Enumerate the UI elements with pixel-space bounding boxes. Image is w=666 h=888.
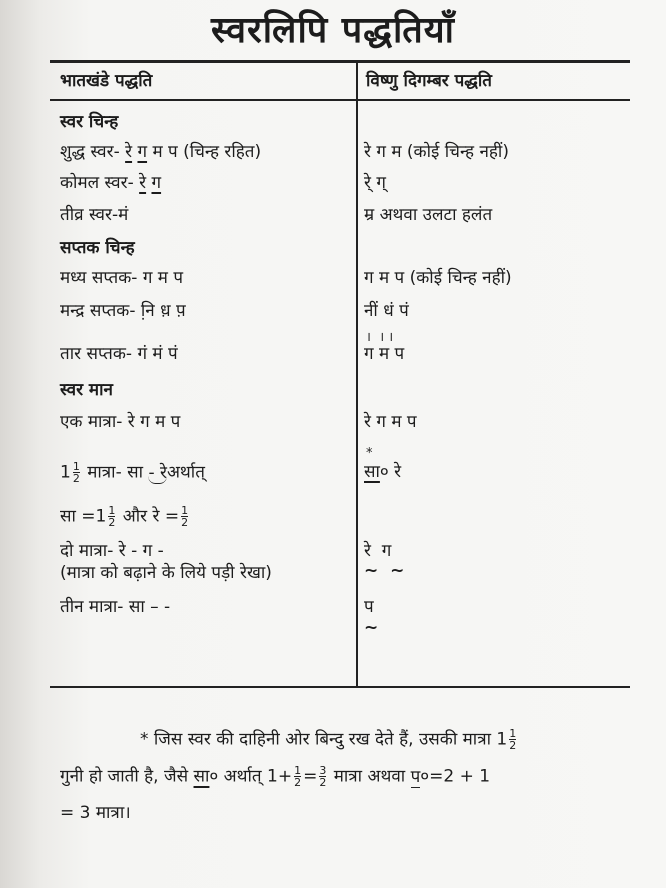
note: ग: [137, 142, 148, 162]
denominator: 2: [319, 776, 327, 789]
fraction: [108, 505, 115, 528]
star-mark: *: [366, 446, 373, 461]
text: ० अर्थात् 1+: [209, 766, 293, 787]
row-do-right: रे ग: [364, 541, 392, 561]
header-bhatkhande: भातखंडे पद्धति: [60, 71, 153, 91]
text: सा =1: [60, 506, 107, 527]
fraction: [294, 765, 301, 788]
row-dedh-left: [60, 461, 205, 484]
note: सा: [364, 462, 380, 482]
footnote-line-1: [140, 728, 518, 751]
table-bottom-rule: [50, 686, 630, 688]
row-teen-right: प: [364, 597, 374, 617]
row-mandra-right: नीं धं पं: [364, 301, 409, 321]
numerator: 1: [294, 764, 302, 777]
row-teen-left: तीन मात्रा- सा – -: [60, 597, 171, 617]
numerator: 3: [319, 764, 327, 777]
header-vishnu-digambar: विष्णु दिगम्बर पद्धति: [366, 71, 492, 91]
numerator: 1: [72, 460, 80, 473]
fraction: [73, 461, 80, 484]
text: गुनी हो जाती है, जैसे: [60, 766, 189, 787]
taar-tick-marks: । । ।: [366, 330, 394, 345]
row-komal-right: रे् ग्: [364, 173, 386, 193]
denominator: 2: [72, 472, 80, 485]
slur-notes: - रे: [148, 462, 167, 483]
note: सा: [193, 766, 210, 787]
text: ० रे: [379, 462, 402, 482]
denominator: 2: [108, 516, 116, 529]
row-do-left: दो मात्रा- रे - ग -: [60, 541, 164, 561]
row-ek-left: एक मात्रा- रे ग म प: [60, 412, 181, 432]
number: 1: [60, 462, 71, 483]
section-swar-chinh: स्वर चिन्ह: [60, 112, 119, 132]
row-sa-eq-left: [60, 505, 190, 528]
row-komal-left: [60, 172, 161, 194]
numerator: 1: [108, 504, 116, 517]
denominator: 2: [509, 739, 517, 752]
fraction: [319, 765, 326, 788]
numerator: 1: [181, 504, 189, 517]
row-tivra-left: तीव्र स्वर-मं: [60, 205, 129, 225]
row-dedh-right: [364, 461, 401, 483]
note: ग: [151, 173, 162, 193]
text: * जिस स्वर की दाहिनी ओर बिन्दु रख देते हैं, उसकी मात्रा 1: [140, 729, 508, 750]
row-tivra-right: म्र अथवा उलटा हलंत: [364, 205, 493, 225]
note: प: [410, 766, 421, 787]
table-top-rule: [50, 60, 630, 63]
text: अर्थात्: [166, 462, 205, 483]
note: रे: [125, 142, 133, 162]
tilde-marks: ~ ~: [364, 561, 405, 581]
row-taar-left: तार सप्तक- गं मं पं: [60, 344, 178, 364]
row-do-note: (मात्रा को बढ़ाने के लिये पड़ी रेखा): [60, 563, 272, 583]
row-shuddh-right: रे ग म (कोई चिन्ह नहीं): [364, 142, 509, 162]
fraction: [509, 728, 516, 751]
tilde-mark: ~: [364, 618, 379, 638]
denominator: 2: [181, 516, 189, 529]
fraction: [181, 505, 188, 528]
row-ek-right: रे ग म प: [364, 412, 417, 432]
equals: =: [303, 766, 318, 787]
row-madhya-left: मध्य सप्तक- ग म प: [60, 268, 184, 288]
header-rule: [50, 99, 630, 101]
footnote-line-3: = 3 मात्रा।: [60, 803, 131, 823]
row-shuddh-left: [60, 141, 261, 163]
text: ०=2 + 1: [420, 766, 491, 787]
row-madhya-right: ग म प (कोई चिन्ह नहीं): [364, 268, 512, 288]
label: शुद्ध स्वर-: [60, 142, 120, 162]
text: म प (चिन्ह रहित): [152, 142, 262, 162]
label: मात्रा- सा: [87, 462, 144, 483]
row-taar-right: ग म प: [364, 344, 405, 364]
section-swar-maan: स्वर मान: [60, 380, 113, 400]
text: मात्रा अथवा: [333, 766, 406, 787]
page-title: स्वरलिपि पद्धतियाँ: [210, 10, 456, 51]
text: और रे =: [122, 506, 180, 527]
section-saptak-chinh: सप्तक चिन्ह: [60, 238, 135, 258]
row-mandra-left: मन्द्र सप्तक- नि़ ध़ प़: [60, 301, 186, 321]
label: कोमल स्वर-: [60, 173, 134, 193]
footnote-line-2: [60, 765, 490, 788]
note: रे: [139, 173, 147, 193]
column-divider: [356, 60, 358, 688]
numerator: 1: [509, 727, 517, 740]
denominator: 2: [294, 776, 302, 789]
